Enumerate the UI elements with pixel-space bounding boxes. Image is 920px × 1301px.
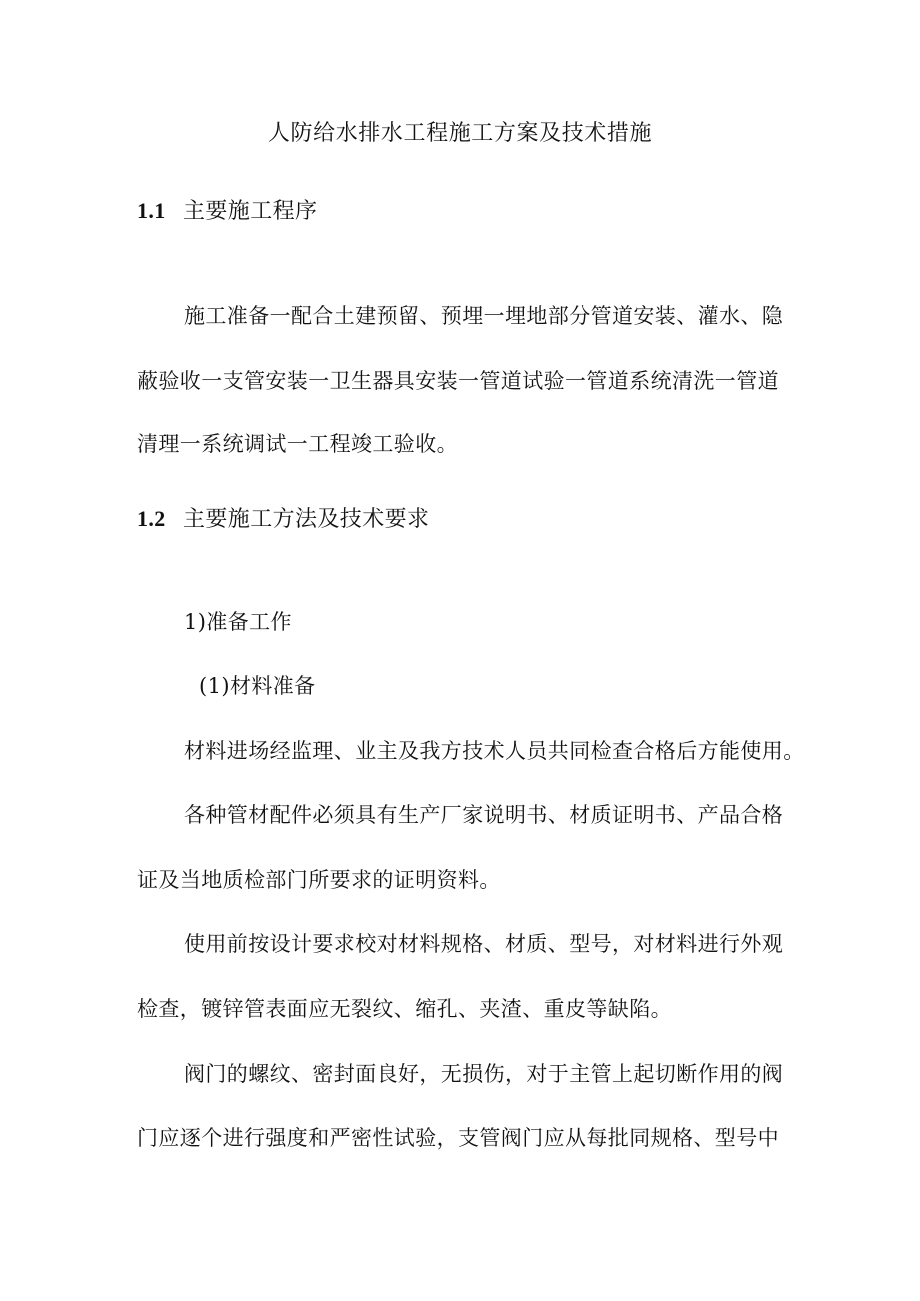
paragraph-line: 使用前按设计要求校对材料规格、材质、型号，对材料进行外观 <box>184 932 784 956</box>
section-number: 1.1 <box>137 198 166 223</box>
paragraph-line: 门应逐个进行强度和严密性试验，支管阀门应从每批同规格、型号中 <box>137 1126 779 1150</box>
subheading-prep-work: 1)准备工作 <box>184 610 292 634</box>
paragraph-line: 证及当地质检部门所要求的证明资料。 <box>137 868 501 892</box>
paragraph-line: 清理一系统调试一工程竣工验收。 <box>137 432 458 456</box>
section-title: 主要施工方法及技术要求 <box>183 507 430 532</box>
section-heading-1-1 <box>137 197 317 226</box>
paragraph-line: 蔽验收一支管安装一卫生器具安装一管道试验一管道系统清洗一管道 <box>137 369 779 393</box>
section-title: 主要施工程序 <box>183 199 318 224</box>
paragraph-line: 施工准备一配合土建预留、预埋一埋地部分管道安装、灌水、隐 <box>184 304 784 328</box>
document-title: 人防给水排水工程施工方案及技术措施 <box>267 121 653 146</box>
section-number: 1.2 <box>137 506 166 531</box>
paragraph-line: 材料进场经监理、业主及我方技术人员共同检查合格后方能使用。 <box>184 739 805 763</box>
paragraph-line: 阀门的螺纹、密封面良好，无损伤，对于主管上起切断作用的阀 <box>184 1062 784 1086</box>
subheading-material-prep: (1)材料准备 <box>199 674 316 698</box>
paragraph-line: 检查，镀锌管表面应无裂纹、缩孔、夹渣、重皮等缺陷。 <box>137 997 672 1021</box>
section-heading-1-2 <box>137 505 429 534</box>
paragraph-line: 各种管材配件必须具有生产厂家说明书、材质证明书、产品合格 <box>184 803 784 827</box>
